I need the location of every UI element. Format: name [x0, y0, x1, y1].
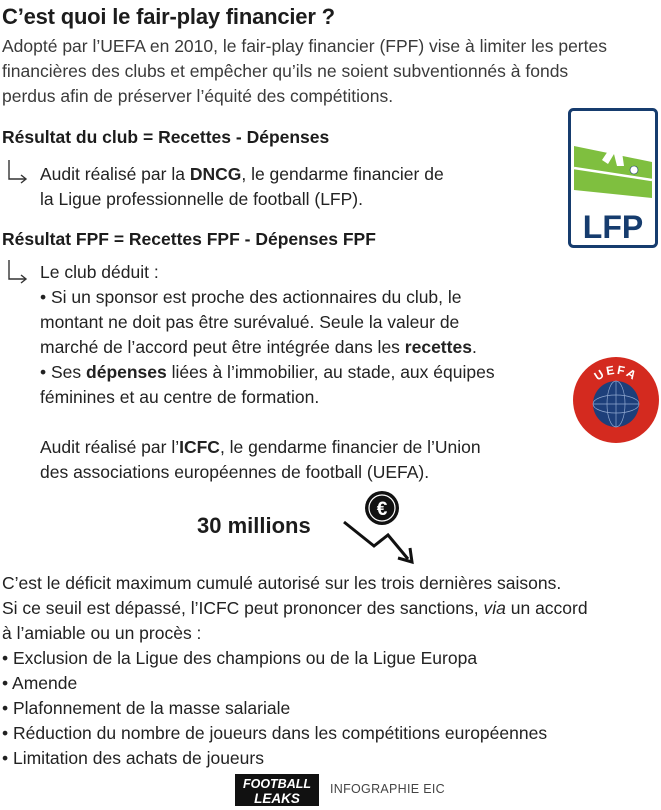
intro-line: Adopté par l’UEFA en 2010, le fair-play financier (FPF) vise à limiter les pertes [2, 36, 607, 56]
via-label: via [483, 598, 506, 618]
page-title: C’est quoi le fair-play financier ? [2, 4, 335, 29]
svg-text:LEAKS: LEAKS [254, 791, 300, 806]
list-item: • Exclusion de la Ligue des champions ou de la Ligue Europa [2, 648, 478, 668]
list-item: • Plafonnement de la masse salariale [2, 698, 291, 718]
turn-arrow-icon [6, 158, 30, 188]
uefa-logo [570, 354, 661, 446]
fpf-details-text: Le club déduit : • Si un sponsor est proche des actionnaires du club, le montant ne doit pas être surévalué. Seule la valeur de marché de l’accord peut être intégrée dans les recettes. • Ses dépenses liées à l’immobilier, au stade, aux équipes féminines et au centre de formation. Audit réalisé par l’ICFC, le gendarme financier de l’Union des associations européennes de football (UEFA). [40, 262, 495, 482]
list-item: • Réduction du nombre de joueurs dans les compétitions européennes [2, 723, 548, 743]
turn-arrow-icon [6, 258, 30, 288]
intro-line: perdus afin de préserver l’équité des compétitions. [2, 86, 394, 106]
list-item: • Amende [2, 673, 78, 693]
lfp-logo-text: LFP [582, 209, 644, 245]
fpf-result-formula: Résultat FPF = Recettes FPF - Dépenses FPF [2, 229, 376, 249]
club-audit-text: Audit réalisé par la DNCG, le gendarme financier de la Ligue professionnelle de football (LFP). [40, 164, 444, 209]
club-result-formula: Résultat du club = Recettes - Dépenses [2, 127, 330, 147]
list-item: • Limitation des achats de joueurs [2, 748, 264, 768]
svg-text:FOOTBALL: FOOTBALL [242, 777, 312, 791]
intro-paragraph [2, 34, 624, 109]
euro-decline-icon [338, 488, 418, 568]
football-leaks-logo [235, 774, 319, 806]
dncg-label: DNCG [189, 164, 242, 184]
recettes-label: recettes [404, 337, 472, 357]
euro-symbol: € [376, 499, 388, 520]
depenses-label: dépenses [86, 362, 167, 382]
lfp-logo [568, 108, 658, 248]
sanctions-section: C’est le déficit maximum cumulé autorisé sur les trois dernières saisons. Si ce seuil est dépassé, l’ICFC peut prononcer des sanctions, via un accord à l’amiable ou un procès : • Exclusion de la Ligue des champions ou de la Ligue Europa • Amende • Plafonnement de la masse salariale • Réduction du nombre de joueurs dans les compétitions européennes • Limitation des achats de joueurs [2, 571, 657, 771]
deficit-amount: 30 millions [197, 513, 311, 538]
icfc-label: ICFC [179, 437, 220, 457]
uefa-logo-text: UEFA [591, 362, 641, 384]
intro-line: financières des clubs et empêcher qu’ils ne soient subventionnés à fonds [2, 61, 569, 81]
infographic-credit: INFOGRAPHIE EIC [330, 782, 445, 796]
